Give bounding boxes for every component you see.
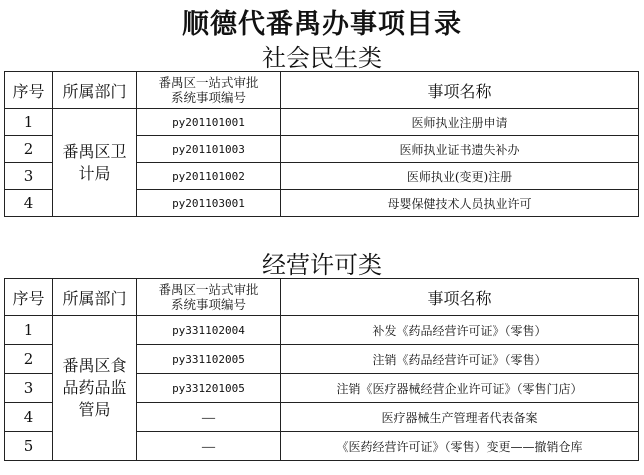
row-code: —— bbox=[137, 432, 281, 461]
row-no: 4 bbox=[5, 190, 53, 217]
row-name: 《医药经营许可证》（零售）变更——撤销仓库 bbox=[281, 432, 639, 461]
header-name: 事项名称 bbox=[281, 279, 639, 316]
row-name: 医师执业注册申请 bbox=[281, 109, 639, 136]
row-no: 4 bbox=[5, 403, 53, 432]
section-title-business: 经营许可类 bbox=[262, 251, 382, 279]
header-dept: 所属部门 bbox=[53, 279, 137, 316]
header-name: 事项名称 bbox=[281, 72, 639, 109]
dept-cell bbox=[53, 109, 137, 217]
table-header-row bbox=[5, 72, 639, 109]
header-code bbox=[137, 72, 281, 109]
header-no: 序号 bbox=[5, 72, 53, 109]
dept-line: 计局 bbox=[78, 163, 111, 183]
header-code-line1: 番禺区一站式审批 bbox=[158, 75, 259, 90]
header-code bbox=[137, 279, 281, 316]
row-code: py201101003 bbox=[137, 136, 281, 163]
dept-line: 品药品监 bbox=[62, 378, 127, 397]
section-title-social: 社会民生类 bbox=[262, 44, 382, 72]
row-name: 注销《药品经营许可证》（零售） bbox=[281, 345, 639, 374]
row-name: 补发《药品经营许可证》（零售） bbox=[281, 316, 639, 345]
row-no: 1 bbox=[5, 109, 53, 136]
page-title: 顺德代番禺办事项目录 bbox=[182, 9, 462, 40]
table-row bbox=[5, 316, 639, 345]
row-code: py331102005 bbox=[137, 345, 281, 374]
row-no: 1 bbox=[5, 316, 53, 345]
header-code-line1: 番禺区一站式审批 bbox=[158, 282, 259, 297]
header-no: 序号 bbox=[5, 279, 53, 316]
header-dept: 所属部门 bbox=[53, 72, 137, 109]
row-no: 3 bbox=[5, 163, 53, 190]
row-code: py201103001 bbox=[137, 190, 281, 217]
row-name: 医师执业证书遗失补办 bbox=[281, 136, 639, 163]
row-code: py331102004 bbox=[137, 316, 281, 345]
dept-cell bbox=[53, 316, 137, 461]
table-header-row bbox=[5, 279, 639, 316]
row-name: 医疗器械生产管理者代表备案 bbox=[281, 403, 639, 432]
row-no: 3 bbox=[5, 374, 53, 403]
row-code: py201101002 bbox=[137, 163, 281, 190]
row-code: py331201005 bbox=[137, 374, 281, 403]
business-items-table bbox=[4, 278, 639, 461]
dept-line: 番禺区卫 bbox=[62, 141, 127, 161]
header-code-line2: 系统事项编号 bbox=[170, 90, 246, 105]
row-name: 母婴保健技术人员执业许可 bbox=[281, 190, 639, 217]
row-no: 2 bbox=[5, 345, 53, 374]
dept-line: 管局 bbox=[78, 400, 111, 419]
row-code: —— bbox=[137, 403, 281, 432]
dept-line: 番禺区食 bbox=[62, 356, 127, 375]
row-name: 注销《医疗器械经营企业许可证》（零售门店） bbox=[281, 374, 639, 403]
row-code: py201101001 bbox=[137, 109, 281, 136]
row-no: 5 bbox=[5, 432, 53, 461]
table-row bbox=[5, 109, 639, 136]
header-code-line2: 系统事项编号 bbox=[170, 297, 246, 312]
social-items-table bbox=[4, 71, 639, 217]
row-no: 2 bbox=[5, 136, 53, 163]
row-name: 医师执业(变更)注册 bbox=[281, 163, 639, 190]
